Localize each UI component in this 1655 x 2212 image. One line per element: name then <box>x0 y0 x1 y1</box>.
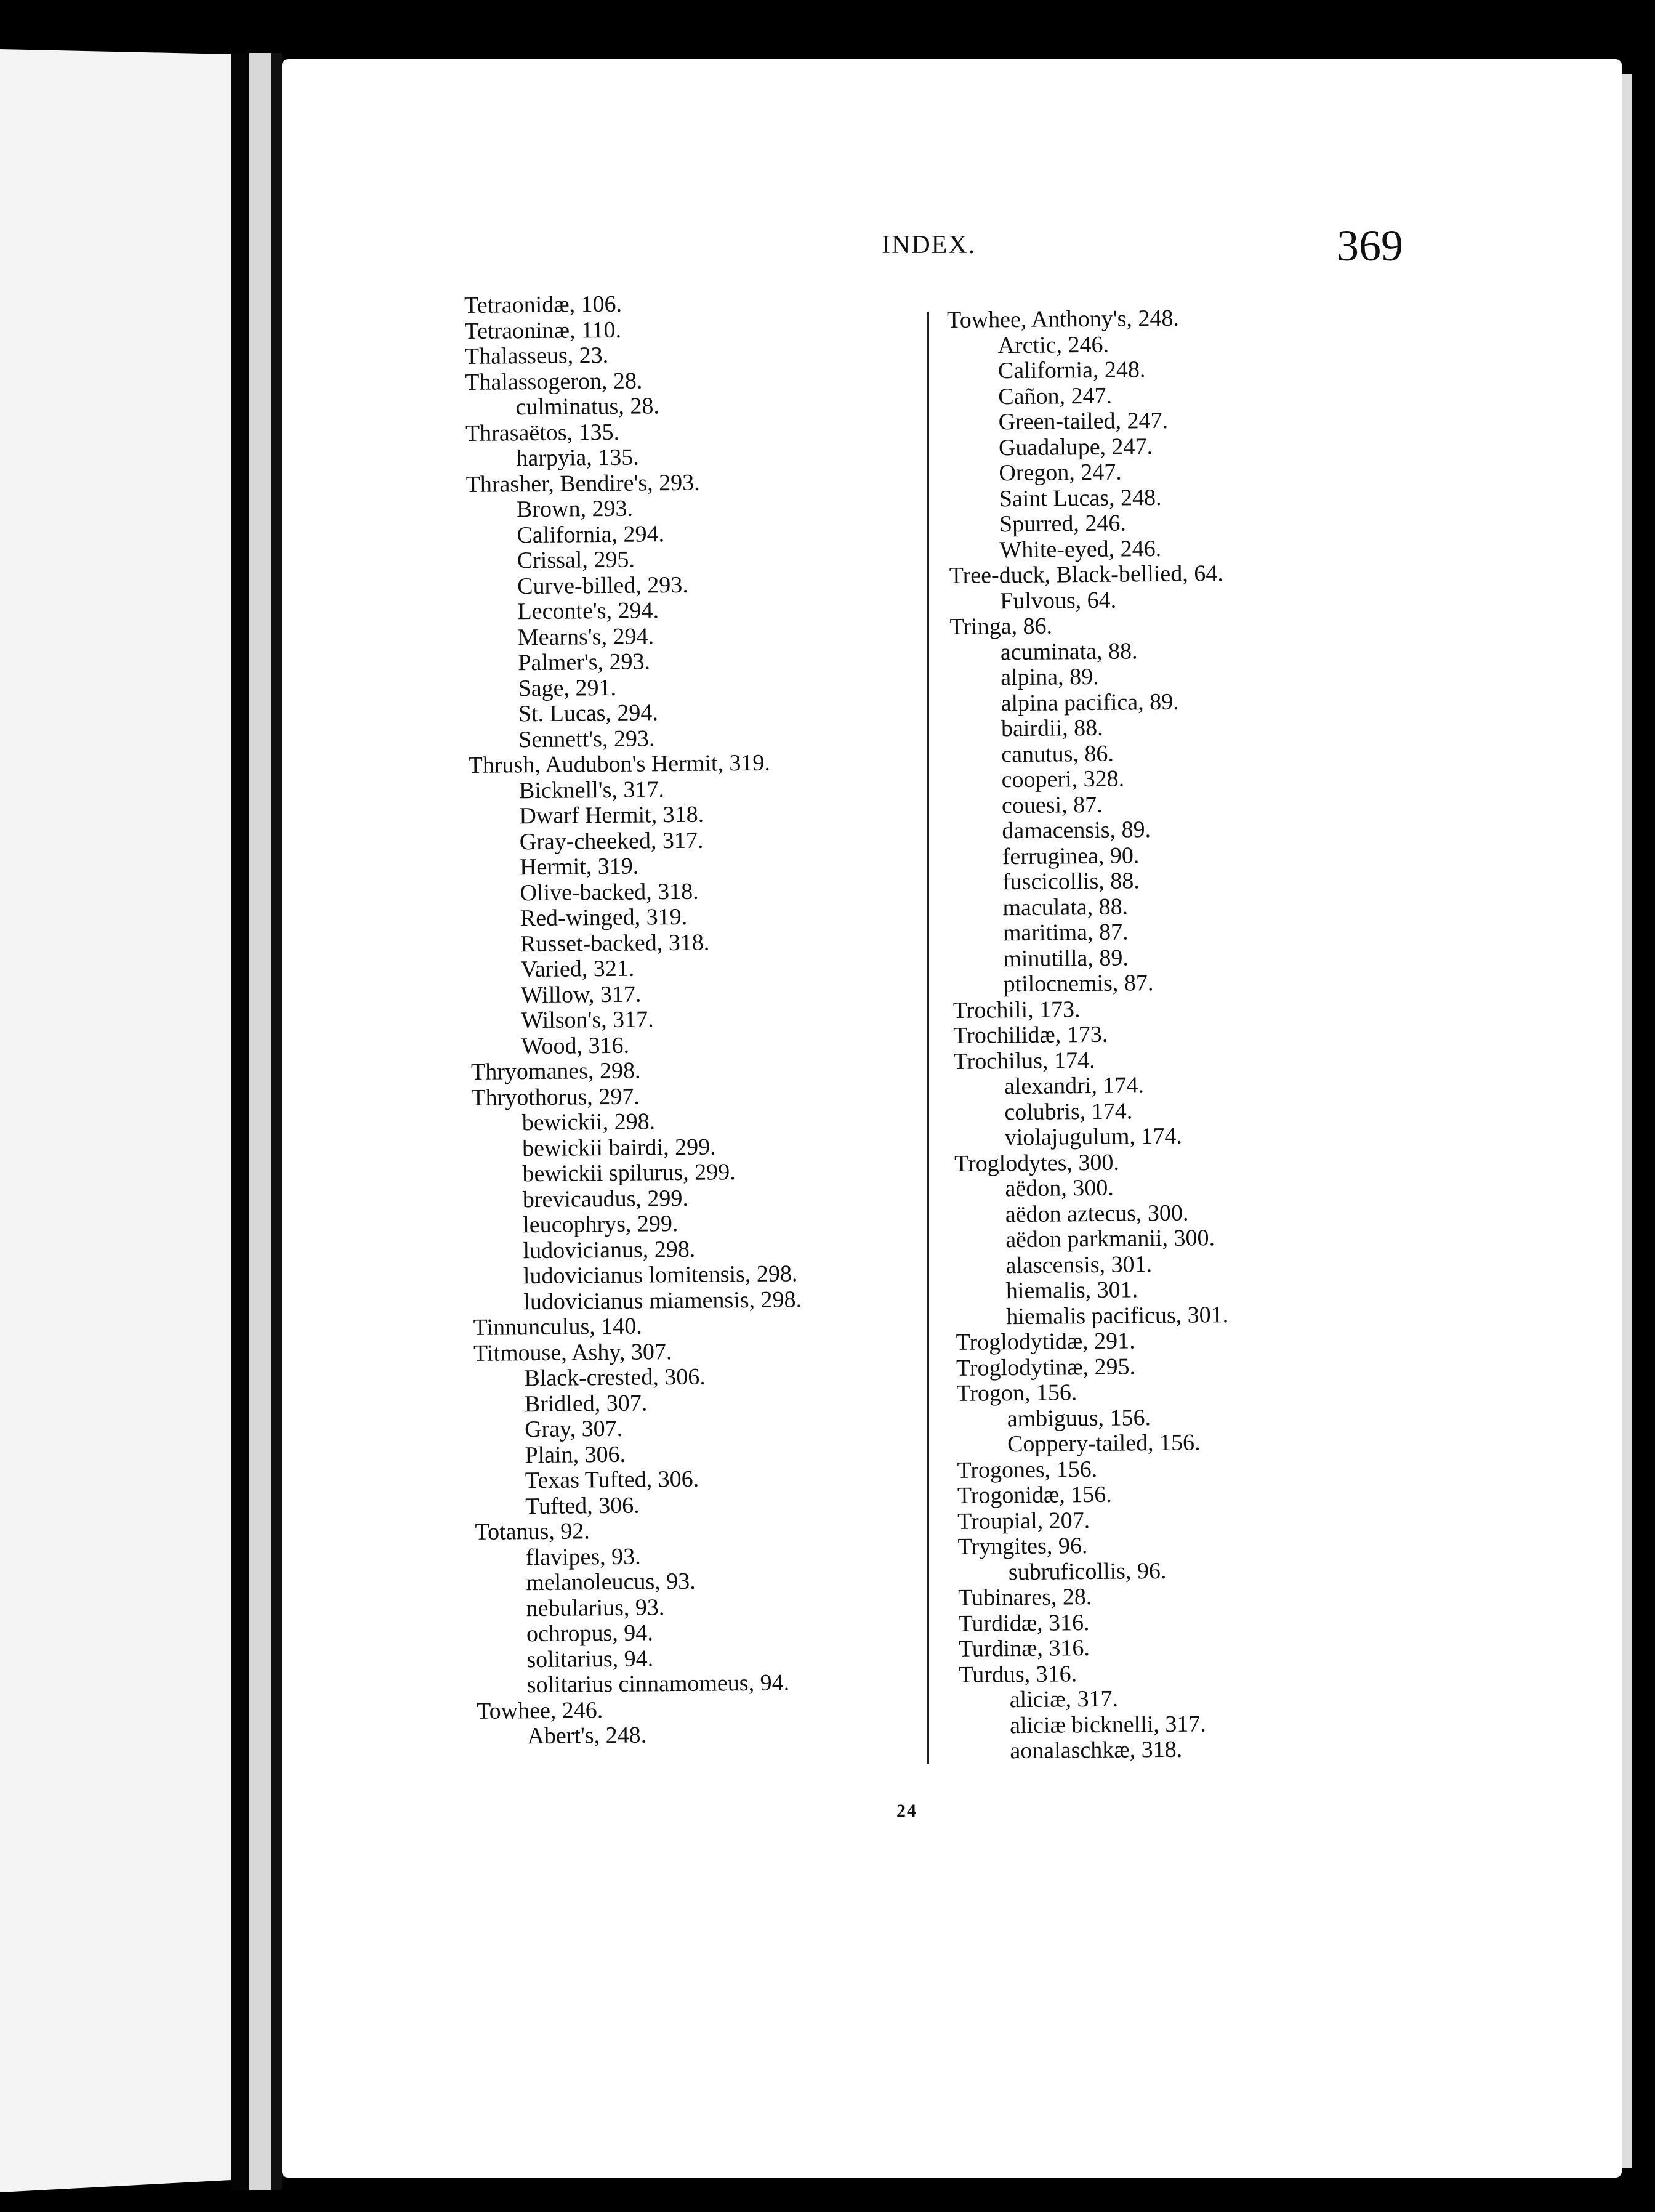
index-subentry: cooperi, 328. <box>1001 765 1125 793</box>
index-subentry: melanoleucus, 93. <box>526 1568 696 1596</box>
index-subentry: culminatus, 28. <box>515 393 660 421</box>
index-subentry: aëdon aztecus, 300. <box>1005 1200 1189 1227</box>
index-subentry: Abert's, 248. <box>527 1722 647 1750</box>
index-subentry: Coppery-tailed, 156. <box>1007 1429 1201 1458</box>
index-subentry: Bridled, 307. <box>524 1389 648 1417</box>
index-subentry: Cañon, 247. <box>998 382 1113 410</box>
index-subentry: nebularius, 93. <box>526 1594 665 1621</box>
index-subentry: ludovicianus miamensis, 298. <box>523 1286 802 1315</box>
index-subentry: Plain, 306. <box>525 1441 626 1468</box>
index-heading: Totanus, 92. <box>475 1518 590 1545</box>
index-subentry: bewickii bairdi, 299. <box>521 1133 716 1161</box>
index-subentry: Crissal, 295. <box>517 546 635 574</box>
index-subentry: aliciæ, 317. <box>1009 1685 1119 1713</box>
index-subentry: Sennett's, 293. <box>518 725 655 753</box>
index-heading: Trochilus, 174. <box>953 1047 1095 1075</box>
index-subentry: Bicknell's, 317. <box>518 776 665 804</box>
signature-mark: 24 <box>896 1801 917 1821</box>
index-subentry: aliciæ bicknelli, 317. <box>1009 1710 1206 1738</box>
running-head: INDEX. <box>882 231 976 259</box>
index-subentry: harpyia, 135. <box>516 444 639 472</box>
index-subentry: Arctic, 246. <box>997 331 1109 358</box>
index-subentry: maculata, 88. <box>1002 893 1129 921</box>
index-subentry: Russet-backed, 318. <box>520 929 710 957</box>
index-subentry: acuminata, 88. <box>1000 637 1138 665</box>
index-subentry: bewickii spilurus, 299. <box>522 1159 736 1187</box>
index-heading: Thrush, Audubon's Hermit, 319. <box>468 749 771 778</box>
index-heading: Turdidæ, 316. <box>958 1609 1090 1637</box>
index-heading: Thryomanes, 298. <box>470 1057 641 1085</box>
index-page <box>282 59 1622 2178</box>
index-subentry: fuscicollis, 88. <box>1002 868 1140 895</box>
index-heading: Tinnunculus, 140. <box>473 1313 642 1341</box>
index-subentry: colubris, 174. <box>1004 1097 1133 1125</box>
index-subentry: hiemalis, 301. <box>1005 1277 1138 1304</box>
index-subentry: Hermit, 319. <box>519 853 639 881</box>
index-subentry: aëdon, 300. <box>1005 1174 1114 1202</box>
index-subentry: Fulvous, 64. <box>999 587 1117 614</box>
index-heading: Trogonidæ, 156. <box>957 1481 1112 1509</box>
index-subentry: Gray, 307. <box>524 1415 623 1443</box>
index-subentry: White-eyed, 246. <box>999 535 1162 563</box>
index-heading: Troupial, 207. <box>957 1507 1090 1535</box>
index-subentry: Spurred, 246. <box>999 510 1127 538</box>
index-subentry: flavipes, 93. <box>525 1543 641 1570</box>
index-subentry: alpina, 89. <box>1001 663 1099 691</box>
index-subentry: alpina pacifica, 89. <box>1001 688 1179 716</box>
index-heading: Thrasher, Bendire's, 293. <box>465 469 700 498</box>
index-heading: Turdus, 316. <box>959 1660 1077 1688</box>
index-subentry: bairdii, 88. <box>1001 714 1103 742</box>
index-subentry: Tufted, 306. <box>525 1492 640 1519</box>
index-heading: Towhee, Anthony's, 248. <box>946 305 1180 333</box>
index-heading: Troglodytidæ, 291. <box>956 1328 1135 1355</box>
index-subentry: maritima, 87. <box>1002 919 1129 947</box>
index-subentry: Mearns's, 294. <box>517 623 654 650</box>
index-subentry: Leconte's, 294. <box>517 597 659 625</box>
index-subentry: Olive-backed, 318. <box>520 878 699 906</box>
index-heading: Thryothorus, 297. <box>471 1083 640 1111</box>
index-subentry: Gray-cheeked, 317. <box>519 827 704 855</box>
index-heading: Tryngites, 96. <box>957 1533 1088 1560</box>
index-subentry: Oregon, 247. <box>999 459 1122 486</box>
index-subentry: Wilson's, 317. <box>521 1006 654 1034</box>
index-subentry: ludovicianus lomitensis, 298. <box>523 1261 798 1290</box>
index-subentry: Dwarf Hermit, 318. <box>519 801 704 830</box>
index-heading: Troglodytinæ, 295. <box>956 1353 1136 1381</box>
page-number: 369 <box>1337 221 1403 270</box>
index-subentry: Brown, 293. <box>516 495 634 523</box>
index-heading: Turdinæ, 316. <box>958 1635 1090 1662</box>
index-subentry: St. Lucas, 294. <box>518 700 659 727</box>
index-subentry: ptilocnemis, 87. <box>1003 970 1154 998</box>
index-subentry: Texas Tufted, 306. <box>525 1466 699 1494</box>
index-heading: Troglodytes, 300. <box>954 1149 1120 1177</box>
index-subentry: damacensis, 89. <box>1002 817 1151 844</box>
index-subentry: aonalaschkæ, 318. <box>1010 1736 1183 1764</box>
index-heading: Thalasseus, 23. <box>464 342 609 369</box>
index-subentry: Willow, 317. <box>520 981 642 1008</box>
index-heading: Tubinares, 28. <box>958 1584 1092 1611</box>
column-divider <box>927 312 929 1764</box>
index-subentry: alascensis, 301. <box>1005 1251 1153 1278</box>
index-heading: Titmouse, Ashy, 307. <box>473 1338 672 1366</box>
index-subentry: Palmer's, 293. <box>518 648 651 676</box>
index-subentry: Wood, 316. <box>521 1032 630 1059</box>
index-subentry: California, 248. <box>997 357 1146 384</box>
index-heading: Towhee, 246. <box>476 1697 603 1724</box>
index-subentry: Curve-billed, 293. <box>517 571 688 599</box>
index-subentry: solitarius cinnamomeus, 94. <box>526 1669 790 1698</box>
binding-gutter <box>231 53 249 2190</box>
index-subentry: bewickii, 298. <box>521 1108 656 1136</box>
index-subentry: Guadalupe, 247. <box>998 433 1153 461</box>
index-heading: Trochilidæ, 173. <box>953 1021 1108 1049</box>
index-subentry: Black-crested, 306. <box>524 1363 706 1392</box>
index-heading: Thalassogeron, 28. <box>465 367 643 395</box>
index-subentry: canutus, 86. <box>1001 740 1114 767</box>
index-subentry: aëdon parkmanii, 300. <box>1005 1225 1215 1253</box>
index-heading: Thrasaëtos, 135. <box>465 419 620 446</box>
index-subentry: couesi, 87. <box>1001 791 1103 818</box>
index-subentry: Saint Lucas, 248. <box>999 484 1162 512</box>
page-edge <box>249 53 274 2190</box>
index-subentry: violajugulum, 174. <box>1004 1123 1183 1151</box>
index-subentry: leucophrys, 299. <box>523 1211 679 1238</box>
index-column-right <box>947 303 1539 1765</box>
index-heading: Tringa, 86. <box>949 613 1053 640</box>
index-heading: Trogones, 156. <box>957 1456 1098 1483</box>
index-subentry: alexandri, 174. <box>1004 1072 1145 1100</box>
index-subentry: brevicaudus, 299. <box>522 1185 689 1213</box>
index-subentry: Red-winged, 319. <box>520 903 688 932</box>
index-subentry: solitarius, 94. <box>526 1645 654 1673</box>
facing-page-fragment <box>0 49 231 2192</box>
index-subentry: subruficollis, 96. <box>1008 1557 1167 1585</box>
index-subentry: Green-tailed, 247. <box>998 407 1169 435</box>
index-heading: Trogon, 156. <box>956 1379 1077 1407</box>
index-subentry: California, 294. <box>517 520 665 548</box>
index-subentry: Varied, 321. <box>520 955 635 983</box>
index-heading: Tetraoninæ, 110. <box>464 317 622 344</box>
index-subentry: ochropus, 94. <box>526 1620 653 1647</box>
index-subentry: ambiguus, 156. <box>1007 1404 1151 1432</box>
index-subentry: Sage, 291. <box>518 674 617 701</box>
index-subentry: ludovicianus, 298. <box>523 1236 696 1264</box>
index-heading: Tree-duck, Black-bellied, 64. <box>949 560 1223 589</box>
index-subentry: ferruginea, 90. <box>1002 842 1140 870</box>
index-heading: Trochili, 173. <box>952 996 1081 1023</box>
index-subentry: hiemalis pacificus, 301. <box>1006 1301 1229 1330</box>
index-heading: Tetraonidæ, 106. <box>464 291 622 318</box>
index-subentry: minutilla, 89. <box>1003 944 1129 972</box>
